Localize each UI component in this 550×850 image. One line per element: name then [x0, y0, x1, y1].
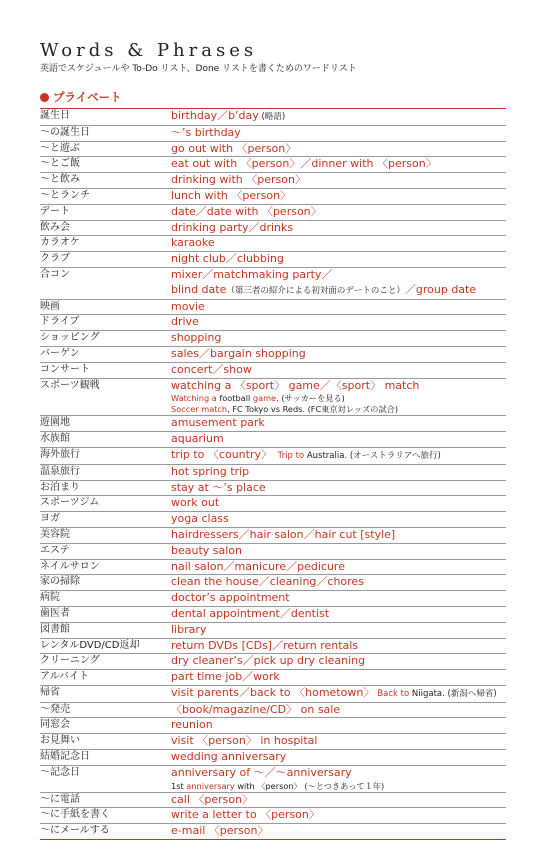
english-phrases	[171, 432, 506, 447]
japanese-term: 帰省	[40, 686, 60, 698]
japanese-term: ドライブ	[40, 316, 80, 328]
phrase-line	[171, 300, 506, 315]
phrase-text: Trip to	[266, 450, 307, 461]
phrase-text: part time job／work	[171, 670, 280, 684]
phrase-text: stay at 〜’s place	[171, 480, 266, 494]
table-row	[40, 189, 506, 205]
table-row	[40, 654, 506, 670]
note-text: Niigata. (新潟へ帰省)	[411, 688, 497, 699]
phrase-text: drinking with 〈person〉	[171, 173, 306, 187]
japanese-term: 〜と飲み	[40, 174, 80, 186]
table-row	[40, 544, 506, 560]
phrase-text: beauty salon	[171, 543, 243, 557]
phrase-text: dental appointment／dentist	[171, 606, 330, 620]
phrase-text: dry cleaner’s／pick up dry cleaning	[171, 654, 366, 668]
japanese-term: 〜発売	[40, 703, 70, 715]
japanese-term: エステ	[40, 544, 70, 556]
phrase-text: e-mail 〈person〉	[171, 824, 269, 838]
table-row	[40, 766, 506, 793]
phrase-text: clean the house／cleaning／chores	[171, 575, 364, 589]
english-phrases	[171, 173, 506, 188]
japanese-term: 歯医者	[40, 607, 70, 619]
table-row	[40, 109, 506, 126]
phrase-text: karaoke	[171, 236, 215, 250]
word-list-page	[40, 40, 506, 840]
phrase-line	[171, 465, 506, 480]
phrase-line	[171, 189, 506, 204]
note-text: 1st	[171, 780, 187, 791]
english-phrases	[171, 793, 506, 808]
phrase-text: drive	[171, 315, 199, 329]
phrase-text: nail salon／manicure／pedicure	[171, 559, 345, 573]
phrase-text: call 〈person〉	[171, 792, 254, 806]
phrase-text: Soccer match	[171, 404, 228, 415]
phrase-text: movie	[171, 299, 205, 313]
english-phrases	[171, 236, 506, 251]
phrase-line	[171, 686, 506, 702]
japanese-term: お見舞い	[40, 735, 80, 747]
section-heading	[40, 89, 506, 105]
phrase-line	[171, 575, 506, 590]
phrase-text: birthday／b’day	[171, 109, 259, 122]
table-row	[40, 268, 506, 300]
phrase-line	[171, 824, 506, 839]
phrase-text: aquarium	[171, 432, 224, 446]
note-text: . (サッカーを見る)	[276, 393, 345, 404]
table-row	[40, 315, 506, 331]
english-phrases	[171, 703, 506, 718]
phrase-line	[171, 363, 506, 378]
english-phrases	[171, 268, 506, 299]
english-phrases	[171, 623, 506, 638]
phrase-line	[171, 173, 506, 188]
table-row	[40, 591, 506, 607]
phrase-line	[171, 793, 506, 808]
phrase-text: watching a 〈sport〉 game／〈sport〉 match	[171, 378, 420, 392]
japanese-term: 合コン	[40, 268, 70, 280]
phrase-line	[171, 512, 506, 527]
phrase-line	[171, 432, 506, 447]
english-phrases	[171, 670, 506, 685]
table-row	[40, 205, 506, 221]
table-row	[40, 560, 506, 576]
english-phrases	[171, 718, 506, 733]
phrase-text: work out	[171, 496, 220, 510]
phrase-line	[171, 654, 506, 669]
phrase-line	[171, 496, 506, 511]
english-phrases	[171, 750, 506, 765]
phrase-table	[40, 109, 506, 840]
phrase-text: 〈book/magazine/CD〉 on sale	[171, 702, 341, 716]
table-row	[40, 465, 506, 481]
phrase-text: go out with 〈person〉	[171, 141, 297, 155]
english-phrases	[171, 416, 506, 431]
table-row	[40, 379, 506, 417]
table-row	[40, 623, 506, 639]
phrase-text: yoga class	[171, 512, 229, 526]
japanese-term: カラオケ	[40, 237, 80, 249]
phrase-text: lunch with 〈person〉	[171, 188, 292, 202]
japanese-term: クラブ	[40, 253, 70, 265]
english-phrases	[171, 734, 506, 749]
phrase-line	[171, 481, 506, 496]
japanese-term: 飲み会	[40, 221, 70, 233]
phrase-text: doctor’s appointment	[171, 591, 290, 605]
japanese-term: クリーニング	[40, 655, 100, 667]
phrase-text: hairdressers／hair salon／hair cut [style]	[171, 527, 396, 541]
japanese-term: デート	[40, 205, 70, 217]
english-phrases	[171, 496, 506, 511]
phrase-line	[171, 750, 506, 765]
english-phrases	[171, 126, 506, 141]
note-text: Australia. (オーストラリアへ旅行)	[306, 450, 441, 461]
table-row	[40, 734, 506, 750]
phrase-line	[171, 252, 506, 267]
note-text: , FC Tokyo vs Reds. (FC東京対レッズの試合)	[227, 404, 399, 415]
japanese-term: 〜に手紙を書く	[40, 809, 110, 821]
japanese-term: 〜とランチ	[40, 189, 90, 201]
japanese-term: 〜にメールする	[40, 825, 110, 837]
japanese-term: 病院	[40, 592, 60, 604]
table-row	[40, 252, 506, 268]
phrase-text: reunion	[171, 718, 213, 732]
phrase-text: Watching a	[171, 393, 220, 404]
phrase-text: concert／show	[171, 362, 252, 376]
japanese-term: スポーツ観戦	[40, 379, 100, 391]
table-row	[40, 300, 506, 316]
phrase-text: wedding anniversary	[171, 750, 287, 764]
phrase-line	[171, 607, 506, 622]
note-text: （第三者の紹介による初対面のデートのこと）	[226, 285, 405, 296]
japanese-term: ネイルサロン	[40, 560, 100, 572]
phrase-line	[171, 448, 506, 464]
japanese-term: 同窓会	[40, 719, 70, 731]
table-row	[40, 575, 506, 591]
table-row	[40, 670, 506, 686]
japanese-term: 温泉旅行	[40, 465, 80, 477]
table-row	[40, 236, 506, 252]
english-phrases	[171, 347, 506, 362]
phrase-line	[171, 221, 506, 236]
phrase-line	[171, 623, 506, 638]
page-subtitle: 英語でスケジュールや To-Do リスト、Done リストを書くためのワードリスト	[40, 64, 357, 74]
table-row	[40, 639, 506, 655]
phrase-line	[171, 591, 506, 606]
english-phrases	[171, 109, 506, 125]
table-row	[40, 718, 506, 734]
table-row	[40, 793, 506, 809]
japanese-term: 誕生日	[40, 110, 70, 121]
japanese-term: お泊まり	[40, 481, 80, 493]
japanese-term: 美容院	[40, 528, 70, 540]
note-text: football	[219, 393, 251, 404]
english-phrases	[171, 544, 506, 559]
table-row	[40, 416, 506, 432]
table-row	[40, 686, 506, 703]
phrase-line	[171, 283, 506, 299]
phrase-line	[171, 315, 506, 330]
japanese-term: バーゲン	[40, 347, 80, 359]
english-phrases	[171, 142, 506, 157]
japanese-term: 〜記念日	[40, 766, 80, 778]
phrase-line	[171, 142, 506, 157]
phrase-text: night club／clubbing	[171, 252, 284, 266]
phrase-line	[171, 639, 506, 654]
phrase-text: Back to	[368, 688, 412, 699]
phrase-line	[171, 528, 506, 543]
phrase-line	[171, 544, 506, 559]
phrase-text: sales／bargain shopping	[171, 346, 306, 360]
japanese-term: アルバイト	[40, 671, 89, 683]
phrase-line	[171, 331, 506, 346]
table-row	[40, 607, 506, 623]
phrase-text: hot spring trip	[171, 464, 250, 478]
table-row	[40, 750, 506, 766]
english-phrases	[171, 512, 506, 527]
phrase-text: shopping	[171, 331, 222, 345]
phrase-text: drinking party／drinks	[171, 220, 294, 234]
english-phrases	[171, 379, 506, 416]
english-phrases	[171, 560, 506, 575]
japanese-term: 〜とご飯	[40, 158, 80, 170]
japanese-term: 映画	[40, 300, 60, 312]
table-row	[40, 448, 506, 465]
english-phrases	[171, 639, 506, 654]
english-phrases	[171, 157, 506, 172]
phrase-line	[171, 109, 506, 125]
japanese-term: 家の掃除	[40, 576, 80, 588]
english-phrases	[171, 315, 506, 330]
phrase-line	[171, 236, 506, 251]
page-title: Words & Phrases	[40, 40, 258, 61]
japanese-term: 〜と遊ぶ	[40, 142, 80, 154]
english-phrases	[171, 686, 506, 702]
japanese-term: 水族館	[40, 433, 70, 445]
english-phrases	[171, 481, 506, 496]
table-row	[40, 173, 506, 189]
phrase-text: game	[250, 393, 277, 404]
table-row	[40, 432, 506, 448]
phrase-line	[171, 347, 506, 362]
table-row	[40, 157, 506, 173]
english-phrases	[171, 300, 506, 315]
note-text: (略語)	[258, 112, 286, 122]
phrase-line	[171, 808, 506, 823]
japanese-term: 結婚記念日	[40, 751, 90, 763]
japanese-term: スポーツジム	[40, 497, 100, 509]
table-row	[40, 126, 506, 142]
english-phrases	[171, 189, 506, 204]
table-row	[40, 496, 506, 512]
japanese-term: 〜の誕生日	[40, 126, 90, 138]
phrase-text: visit parents／back to 〈hometown〉	[171, 685, 369, 699]
table-row	[40, 142, 506, 158]
japanese-term: ショッピング	[40, 332, 100, 344]
phrase-line	[171, 126, 506, 141]
english-phrases	[171, 575, 506, 590]
table-row	[40, 703, 506, 719]
english-phrases	[171, 591, 506, 606]
phrase-text: 〜’s birthday	[171, 125, 241, 139]
example-sentence	[171, 393, 506, 404]
table-row	[40, 512, 506, 528]
phrase-line	[171, 416, 506, 431]
english-phrases	[171, 205, 506, 220]
phrase-text: library	[171, 622, 207, 636]
phrase-text: eat out with 〈person〉／dinner with 〈person〉	[171, 157, 437, 171]
japanese-term: 図書館	[40, 623, 70, 635]
japanese-term: 海外旅行	[40, 448, 80, 460]
table-row	[40, 481, 506, 497]
english-phrases	[171, 465, 506, 480]
english-phrases	[171, 528, 506, 543]
bullet-icon	[40, 93, 49, 102]
english-phrases	[171, 808, 506, 823]
phrase-text: visit 〈person〉 in hospital	[171, 734, 318, 748]
phrase-line	[171, 379, 506, 394]
table-row	[40, 221, 506, 237]
phrase-line	[171, 718, 506, 733]
phrase-text: write a letter to 〈person〉	[171, 808, 320, 822]
phrase-line	[171, 766, 506, 781]
japanese-term: 遊園地	[40, 417, 70, 429]
phrase-text: anniversary of 〜／〜anniversary	[171, 765, 352, 779]
table-row	[40, 528, 506, 544]
section-title: プライベート	[53, 90, 122, 104]
phrase-line	[171, 560, 506, 575]
japanese-term: ヨガ	[40, 513, 60, 525]
phrase-text: date／date with 〈person〉	[171, 204, 322, 218]
english-phrases	[171, 607, 506, 622]
phrase-text: mixer／matchmaking party／	[171, 267, 333, 281]
phrase-line	[171, 205, 506, 220]
phrase-text: ／group date	[404, 282, 477, 296]
english-phrases	[171, 766, 506, 792]
phrase-text: trip to 〈country〉	[171, 447, 267, 461]
phrase-line	[171, 157, 506, 172]
example-sentence	[171, 781, 506, 792]
phrase-text: blind date	[171, 282, 227, 296]
japanese-term: レンタルDVD/CD返却	[40, 639, 140, 651]
english-phrases	[171, 221, 506, 236]
phrase-line	[171, 268, 506, 283]
table-row	[40, 363, 506, 379]
phrase-text: amusement park	[171, 416, 265, 430]
english-phrases	[171, 331, 506, 346]
english-phrases	[171, 448, 506, 464]
phrase-line	[171, 734, 506, 749]
table-row	[40, 347, 506, 363]
note-text: with 〈person〉 (〜とつきあって１年)	[234, 780, 385, 791]
english-phrases	[171, 654, 506, 669]
phrase-line	[171, 670, 506, 685]
phrase-text: return DVDs [CDs]／return rentals	[171, 638, 359, 652]
phrase-text: anniversary	[186, 780, 235, 791]
table-row	[40, 808, 506, 824]
japanese-term: 〜に電話	[40, 793, 80, 805]
english-phrases	[171, 824, 506, 839]
english-phrases	[171, 252, 506, 267]
english-phrases	[171, 363, 506, 378]
example-sentence	[171, 404, 506, 415]
table-row	[40, 331, 506, 347]
japanese-term: コンサート	[40, 363, 90, 375]
table-row	[40, 824, 506, 840]
phrase-line	[171, 703, 506, 718]
